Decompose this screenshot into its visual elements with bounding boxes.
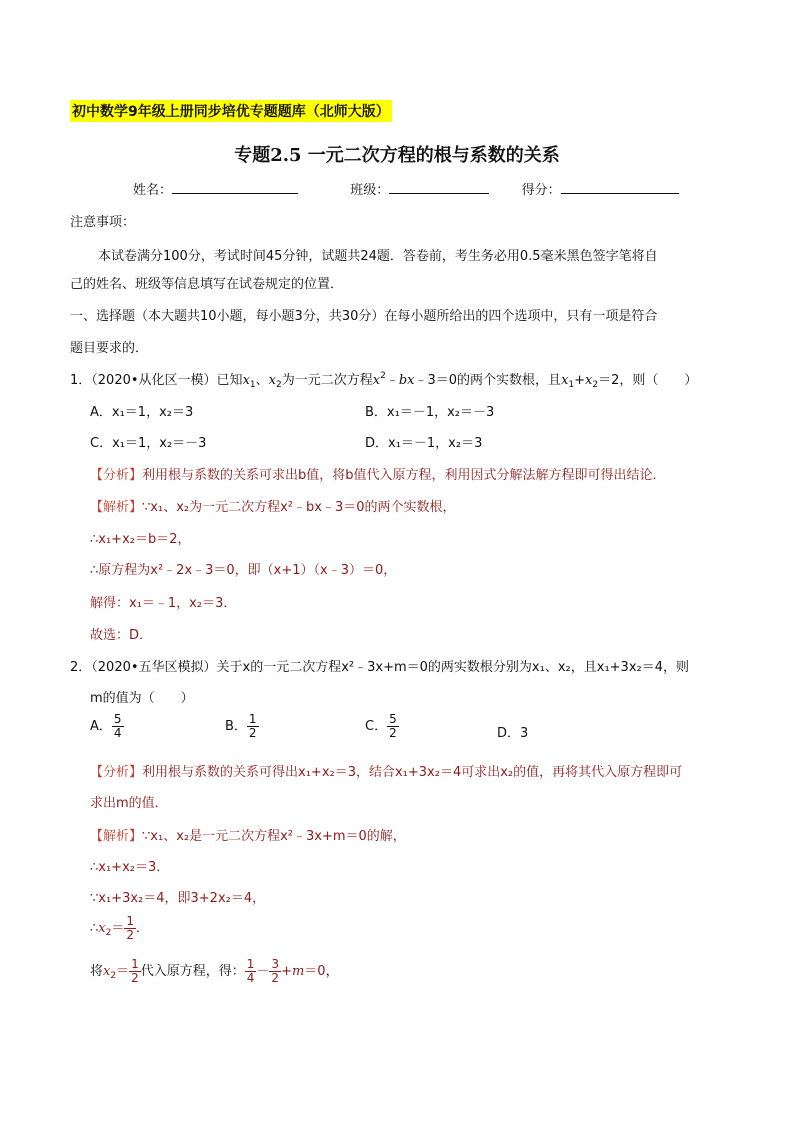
q2-analysis-line-1: [90, 761, 682, 780]
q1-option-a[interactable]: A．x₁＝1，x₂＝3: [90, 405, 194, 420]
q1-option-b[interactable]: B．x₁＝－1，x₂＝－3: [365, 405, 495, 420]
section-heading-line-1: 一、选择题（本大题共10小题，每小题3分，共30分）在每小题所给出的四个选项中，只有一项是符合: [70, 309, 658, 324]
q1-source: （2020•从化区一模）: [91, 373, 217, 388]
page-title: 专题2.5 一元二次方程的根与系数的关系: [234, 145, 560, 166]
q2-solution-line-4: $\therefore x_2=$ $\frac{1}{2}$ ．: [90, 914, 150, 942]
score-field[interactable]: [561, 181, 679, 194]
series-banner: 初中数学9年级上册同步培优专题题库（北师大版）: [70, 100, 392, 122]
section-heading-line-2: 题目要求的．: [70, 341, 149, 356]
student-info-row: [133, 179, 679, 198]
class-field[interactable]: [389, 181, 489, 194]
q2-analysis-line-2: 求出m的值．: [90, 796, 168, 811]
q2-analysis-tag: 【分析】: [90, 765, 143, 780]
q2-solution-line-5: 将$x_2=$ $\frac{1}{2}$ 代入原方程，得： $\frac{1}{4}$ － $\frac{3}{2}$ +m＝0，: [90, 957, 339, 985]
q2-number: 2．: [70, 660, 92, 675]
question-2-stem: [70, 656, 689, 675]
q2-stem-line-2: m的值为（ ）: [90, 691, 194, 706]
score-label: 得分：: [521, 183, 561, 198]
q1-stem-a: 已知: [216, 373, 243, 388]
q1-sol1: ∵x₁、x₂为一元二次方程x²﹣bx﹣3＝0的两个实数根，: [142, 500, 456, 515]
q1-analysis-text: 利用根与系数的关系可求出b值，将b值代入原方程，利用因式分解法解方程即可得出结论．: [142, 468, 666, 483]
q1-number: 1．: [70, 373, 92, 388]
class-label: 班级：: [350, 183, 390, 198]
q1-analysis-tag: 【分析】: [90, 468, 143, 483]
name-field[interactable]: [172, 181, 298, 194]
q1-stem-d: ，则（ ）: [619, 373, 698, 388]
notes-heading: 注意事项：: [70, 215, 136, 230]
q2-option-b[interactable]: B． $\frac{1}{2}$: [225, 712, 257, 740]
q2-source: （2020•五华区模拟）: [91, 660, 217, 675]
q1-solution-line-2: ∴x₁+x₂＝b＝2，: [90, 532, 191, 547]
q2-analysis-text: 利用根与系数的关系可得出x₁+x₂＝3，结合x₁+3x₂＝4可求出x₂的值，再将其代入原方程即可: [142, 765, 683, 780]
q1-option-c[interactable]: C．x₁＝1，x₂＝－3: [90, 436, 207, 451]
q1-solution-line-1: [90, 496, 456, 515]
q2-sol1: ∵x₁、x₂是一元二次方程x²﹣3x+m＝0的解，: [142, 829, 406, 844]
name-label: 姓名：: [133, 183, 173, 198]
q1-solution-line-5: 故选：D．: [90, 628, 153, 643]
q2-solution-line-3: ∵x₁+3x₂＝4，即3+2x₂＝4，: [90, 891, 266, 906]
q2-option-d[interactable]: D．3: [497, 726, 529, 741]
q1-option-d[interactable]: D．x₁＝－1，x₂＝3: [365, 436, 483, 451]
question-1-stem: 1．（2020•从化区一模）已知$x_1$、$x_2$为一元二次方程$x^2﹣bx﹣3=0$的两个实数根，且$x_1+x_2=2$，则（ ）: [70, 371, 698, 390]
q1-stem-b: 为一元二次方程: [281, 373, 373, 388]
q1-solution-line-3: ∴原方程为x²﹣2x﹣3＝0，即（x+1）（x﹣3）＝0，: [90, 563, 397, 578]
q1-stem-c: 的两个实数根，且: [457, 373, 562, 388]
q2-solution-line-2: ∴x₁+x₂＝3．: [90, 860, 170, 875]
notes-line-2: 己的姓名、班级等信息填写在试卷规定的位置．: [70, 277, 344, 292]
q2-option-a[interactable]: A． $\frac{5}{4}$: [90, 712, 122, 740]
q2-solution-line-1: [90, 825, 406, 844]
q1-solution-line-4: 解得：x₁＝﹣1，x₂＝3．: [90, 596, 237, 611]
q2-option-c[interactable]: C． $\frac{5}{2}$: [365, 712, 397, 740]
q2-solution-tag: 【解析】: [90, 829, 143, 844]
q2-stem-line-1: 关于x的一元二次方程x²﹣3x+m＝0的两实数根分别为x₁、x₂，且x₁+3x₂＝4，则: [216, 660, 689, 675]
q1-solution-tag: 【解析】: [90, 500, 143, 515]
notes-line-1: 本试卷满分100分，考试时间45分钟，试题共24题．答卷前，考生务必用0.5毫米黑色签字笔将自: [98, 249, 658, 264]
q1-analysis: [90, 464, 666, 483]
